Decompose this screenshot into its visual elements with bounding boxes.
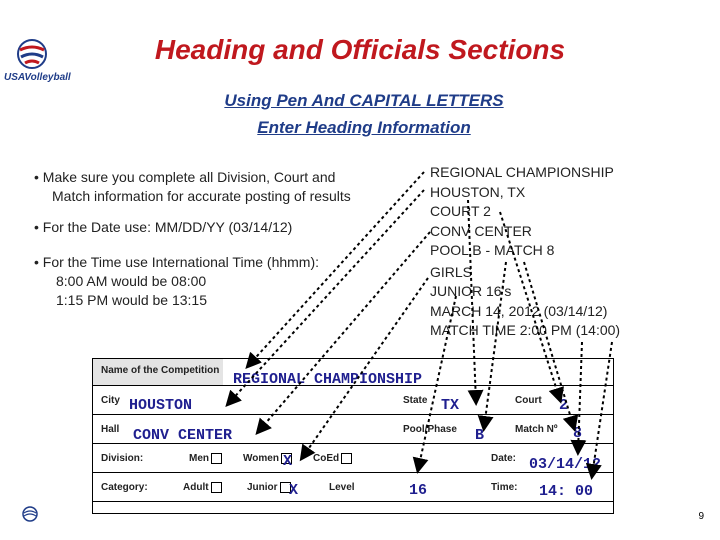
instruction-time-format: • For the Time use International Time (hhmm): 8:00 AM would be 08:00 1:15 PM would be 13:15 — [34, 254, 320, 308]
form-row-category — [93, 473, 613, 502]
category-label: Category: — [101, 482, 148, 493]
state-label: State — [403, 395, 428, 406]
competition-label: Name of the Competition — [101, 365, 220, 376]
page-number: 9 — [698, 511, 704, 522]
instruction-division-court-match: • Make sure you complete all Division, Court and Match information for accurate posting of results — [34, 169, 351, 204]
adult-option[interactable] — [183, 482, 222, 493]
adult-label: Adult — [183, 482, 209, 494]
info-line: GIRLS — [430, 263, 473, 280]
page-title: Heading and Officials Sections — [154, 34, 566, 65]
b2-date: Date — [91, 219, 121, 235]
junior-label: Junior — [247, 482, 278, 494]
level-value[interactable]: 16 — [409, 482, 428, 499]
logo-text: USAVolleyball — [4, 72, 71, 83]
info-line: HOUSTON, TX — [430, 183, 526, 200]
subtitle-pen-capitals: Using Pen And CAPITAL LETTERS — [224, 91, 504, 110]
time-label: Time: — [491, 482, 518, 493]
info-line: COURT 2 — [430, 203, 491, 219]
b2-mid: use: MM/DD/YY (03/14/12) — [120, 219, 293, 235]
men-checkbox[interactable] — [211, 453, 222, 464]
men-option[interactable] — [189, 453, 222, 464]
b2-pre: For the — [42, 219, 92, 235]
scoresheet-heading-form — [92, 358, 614, 514]
b1-rest: information for accurate posting of results — [90, 188, 351, 204]
match-label: Match Nº — [515, 424, 558, 435]
info-line: POOL B - MATCH 8 — [430, 242, 555, 258]
pool-label: Pool/Phase — [403, 424, 457, 435]
info-line: CONV CENTER — [430, 222, 532, 239]
court-value[interactable]: 2 — [559, 397, 569, 414]
b3-pre: For the — [42, 254, 91, 270]
city-label: City — [101, 395, 120, 406]
coed-label: CoEd — [313, 453, 340, 465]
info-line: MARCH 14, 2012 (03/14/12) — [430, 302, 608, 319]
women-mark[interactable]: X — [283, 453, 293, 470]
subtitle-heading-info: Enter Heading Information — [257, 118, 471, 137]
b1-pre: Make sure you complete all — [42, 169, 218, 185]
state-value[interactable]: TX — [441, 397, 460, 414]
b1-match: Match — [52, 188, 91, 204]
women-label: Women — [243, 453, 279, 465]
b3-rest: use International Time (hhmm): — [121, 254, 320, 270]
match-value[interactable]: 8 — [573, 425, 583, 442]
b3-example-pm: 1:15 PM would be 13:15 — [56, 292, 207, 308]
hall-label: Hall — [101, 424, 120, 435]
coed-checkbox[interactable] — [341, 453, 352, 464]
b1-bold: Division, Court and — [217, 169, 336, 185]
junior-mark[interactable]: X — [289, 482, 299, 499]
city-value[interactable]: HOUSTON — [129, 397, 193, 414]
junior-option[interactable] — [247, 482, 291, 493]
coed-option[interactable] — [313, 453, 352, 464]
info-line: REGIONAL CHAMPIONSHIP — [430, 164, 614, 180]
court-label: Court — [515, 395, 542, 406]
b3-example-am: 8:00 AM would be 08:00 — [56, 273, 207, 289]
competition-label-cell — [93, 359, 223, 385]
adult-checkbox[interactable] — [211, 482, 222, 493]
footer-volleyball-icon — [22, 506, 38, 522]
instruction-date-format: • For the Date use: MM/DD/YY (03/14/12) — [34, 219, 293, 235]
time-value[interactable]: 14: 00 — [539, 483, 594, 500]
date-value[interactable]: 03/14/12 — [529, 456, 602, 473]
date-label: Date: — [491, 453, 517, 464]
men-label: Men — [189, 453, 209, 465]
hall-value[interactable]: CONV CENTER — [133, 427, 233, 444]
heading-info-list — [430, 163, 620, 341]
pool-value[interactable]: B — [475, 427, 485, 444]
b3-time: Time — [90, 254, 122, 270]
level-label: Level — [329, 482, 355, 493]
competition-value[interactable]: REGIONAL CHAMPIONSHIP — [233, 371, 423, 388]
info-line: JUNIOR 16’s — [430, 283, 512, 299]
division-label: Division: — [101, 453, 144, 464]
info-line: MATCH TIME 2:00 PM (14:00) — [430, 322, 621, 338]
